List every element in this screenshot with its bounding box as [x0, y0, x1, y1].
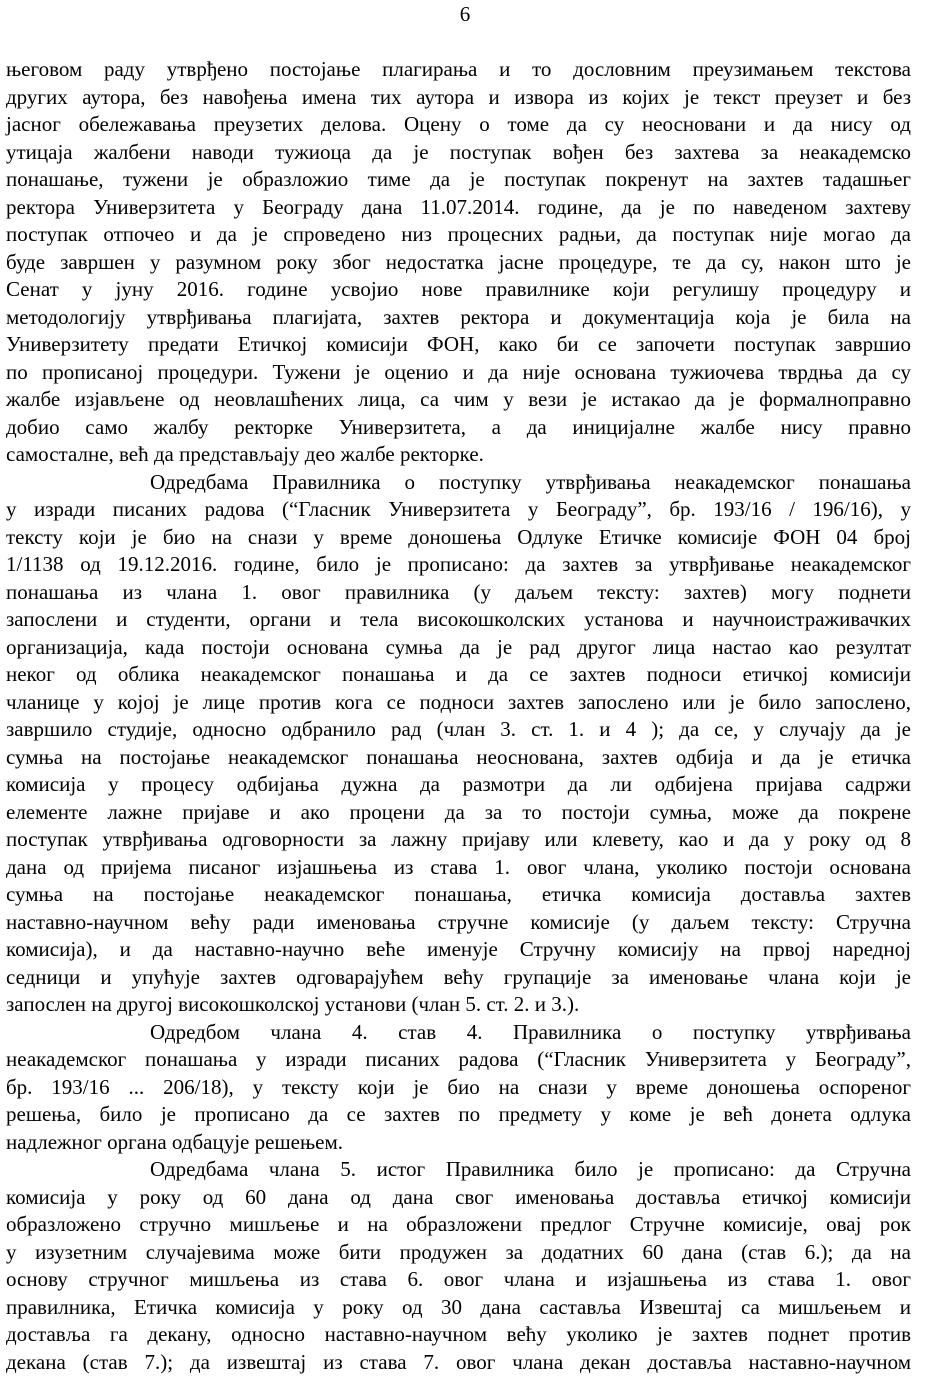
- text-line: запослен на другој високошколској установи (члан 5. ст. 2. и 3.).: [6, 992, 580, 1016]
- text-line: понашања из члана 1. овог правилника (у даљем тексту: захтев) могу поднети: [6, 579, 911, 604]
- text-line: завршило студије, односно одбранило рад (члан 3. ст. 1. и 4 ); да се, у случају да је: [6, 717, 911, 741]
- text-line: основу стручног мишљења из става 6. овог члана и изјашњења из става 1. овог: [6, 1267, 911, 1291]
- text-line: поступак утврђивања одговорности за лажну пријаву или клевету, као и да у року од 8: [6, 827, 911, 851]
- text-line: запослени и студенти, органи и тела високошколских установа и научноистраживачких: [6, 607, 911, 631]
- paragraph-first-line: Одредбом члана 4. став 4. Правилника о поступку утврђивања: [150, 1019, 911, 1044]
- text-line: седници и упућује захтев одговарајућем већу групације за именовање члана који је: [6, 964, 911, 989]
- text-line: комисија у процесу одбијања дужна да размотри да ли одбијена пријава садржи: [6, 772, 911, 796]
- paragraph-first-line: Одредбама члана 5. истог Правилника било је прописано: да Стручна: [150, 1157, 911, 1181]
- text-line: елементе лажне пријаве и ако процени да за то постоји сумња, може да покрене: [6, 799, 911, 824]
- text-line: по прописаној процедури. Тужени је оценио и да није основана тужиочева тврдња да су: [6, 359, 911, 384]
- text-line: правилника, Етичка комисија у року од 30 дана саставља Извештај са мишљењем и: [6, 1294, 911, 1319]
- text-line: у изради писаних радова (“Гласник Универзитета у Београду”, бр. 193/16 / 196/16), у: [6, 497, 911, 521]
- text-line: неакадемског понашања у изради писаних радова (“Гласник Универзитета у Београду”,: [6, 1047, 911, 1071]
- text-line: буде завршен у разумном року због недостатка јасне процедуре, те да су, након што је: [6, 249, 911, 274]
- text-line: неког од облика неакадемског понашања и да се захтев подноси етичкој комисији: [6, 662, 911, 686]
- text-line: комисија), и да наставно-научно веће именује Стручну комисију на првој наредној: [6, 937, 911, 961]
- text-line: жалбе изјављене од неовлашћених лица, са чим у вези је истакао да је формалноправно: [6, 387, 911, 411]
- text-line: јасног обележавања преузетих делова. Оцену о томе да су неосновани и да нису од: [6, 112, 911, 136]
- text-line: сумња на постојање неакадемског понашања неоснована, захтев одбија и да је етичка: [6, 744, 911, 769]
- text-line: решења, било је прописано да се захтев по предмету у коме је већ донета одлука: [6, 1102, 911, 1126]
- text-line: његовом раду утврђено постојање плагирања и то дословним преузимањем текстова: [6, 57, 911, 81]
- page-number: 6: [459, 2, 471, 26]
- text-line: организација, када постоји основана сумња да је рад другог лица настао као резултат: [6, 634, 911, 659]
- text-line: бр. 193/16 ... 206/18), у тексту који је био на снази у време доношења оспореног: [6, 1074, 911, 1099]
- text-line: утицаја жалбени наводи тужиоца да је поступак вођен без захтева за неакадемско: [6, 139, 911, 164]
- text-line: декана (став 7.); да извештај из става 7. овог члана декан доставља наставно-научном: [6, 1349, 911, 1374]
- text-line: тексту који је био на снази у време доношења Одлуке Етичке комисије ФОН 04 број: [6, 524, 911, 549]
- text-line: наставно-научном већу ради именовања стручне комисије (у даљем тексту: Стручна: [6, 909, 911, 934]
- text-line: образложено стручно мишљење и на образложени предлог Стручне комисије, овај рок: [6, 1212, 911, 1236]
- text-line: методологију утврђивања плагијата, захтев ректора и документација која је била на: [6, 304, 911, 329]
- text-line: других аутора, без навођења имена тих аутора и извора из којих је текст преузет и без: [6, 84, 911, 109]
- text-line: Сенат у јуну 2016. године усвојио нове правилнике који регулишу процедуру и: [6, 277, 911, 301]
- text-line: надлежног органа одбацује решењем.: [6, 1129, 343, 1154]
- text-line: у изузетним случајевима може бити продужен за додатних 60 дана (став 6.); да на: [6, 1239, 911, 1264]
- text-line: чланице у којој је лице против кога се подноси захтев запослено или је било запослено,: [6, 689, 911, 714]
- text-line: поступак отпочео и да је спроведено низ процесних радњи, да поступак није могао да: [6, 222, 911, 246]
- text-line: доставља га декану, односно наставно-научном већу уколико је захтев поднет против: [6, 1322, 911, 1346]
- paragraph-first-line: Одредбама Правилника о поступку утврђивања неакадемског понашања: [150, 469, 911, 494]
- text-line: понашање, тужени је образложио тиме да је поступак покренут на захтев тадашњег: [6, 167, 911, 191]
- text-line: комисија у року од 60 дана од дана свог именовања доставља етичкој комисији: [6, 1184, 911, 1209]
- text-line: Универзитету предати Етичкој комисији ФОН, како би се започети поступак завршио: [6, 332, 911, 356]
- text-line: 1/1138 од 19.12.2016. године, било је прописано: да захтев за утврђивање неакадемског: [6, 552, 911, 576]
- text-line: сумња на постојање неакадемског понашања, етичка комисија доставља захтев: [6, 882, 911, 906]
- text-line: ректора Универзитета у Београду дана 11.07.2014. године, да је по наведеном захтеву: [6, 194, 911, 219]
- text-line: самосталне, већ да представљају део жалбе ректорке.: [6, 442, 484, 466]
- text-line: дана од пријема писаног изјашњења из става 1. овог члана, уколико постоји основана: [6, 854, 911, 879]
- text-line: добио само жалбу ректорке Универзитета, а да иницијалне жалбе нису правно: [6, 414, 911, 439]
